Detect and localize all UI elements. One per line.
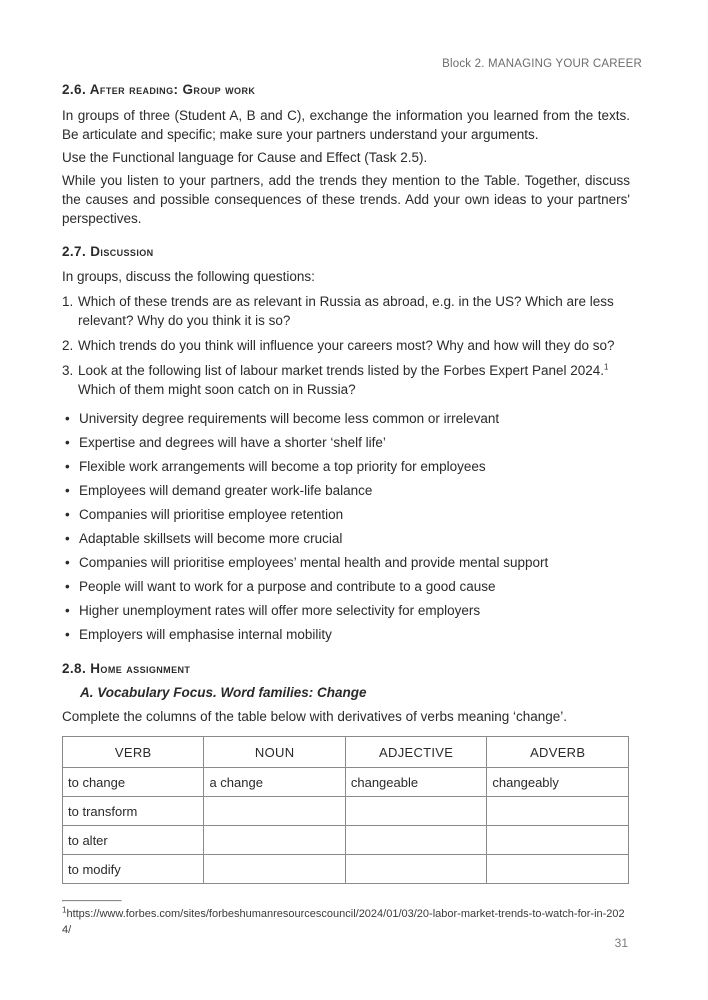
table-row [63,855,629,884]
trend-item [62,529,630,553]
bullet-icon: • [65,411,70,426]
trend-item [62,433,630,457]
page-number: 31 [614,936,628,950]
trend-item [62,625,630,649]
discussion-questions [62,292,630,399]
question-text: Look at the following list of labour market trends listed by the Forbes Expert Panel 2024. [78,363,605,378]
section-2-6-heading: 2.6. After reading: Group work [62,82,256,97]
trend-text: Employees will demand greater work-life balance [79,483,373,498]
footnote-reference[interactable]: 1 [604,362,609,372]
question-number: 2. [62,338,74,353]
word-family-table [62,736,629,884]
table-cell-adverb-blank[interactable] [487,826,629,855]
bullet-icon: • [65,483,70,498]
section-2-7-heading: 2.7. Discussion [62,244,154,259]
footnote [62,906,630,938]
footnote-mark: 1 [62,905,67,915]
question-item [62,336,630,355]
table-cell-adverb-blank[interactable] [487,855,629,884]
bullet-icon: • [65,579,70,594]
trend-text: University degree requirements will become less common or irrelevant [79,411,500,426]
section-2-6-paragraph-2: Use the Functional language for Cause and Effect (Task 2.5). [62,150,428,165]
table-cell-adjective: changeable [345,768,487,797]
question-item [62,361,630,399]
column-header-verb: VERB [63,737,204,768]
table-cell-adjective-blank[interactable] [345,826,487,855]
bullet-icon: • [65,459,70,474]
table-row [63,826,629,855]
trend-text: Employers will emphasise internal mobility [79,627,332,642]
question-item [62,292,630,330]
question-text: Which trends do you think will influence your careers most? Why and how will they do so? [78,338,615,353]
table-cell-noun-blank[interactable] [204,855,345,884]
table-cell-verb: to alter [63,826,204,855]
table-instruction: Complete the columns of the table below with derivatives of verbs meaning ‘change’. [62,709,568,724]
table-cell-verb: to modify [63,855,204,884]
trend-text: Companies will prioritise employees’ mental health and provide mental support [79,555,549,570]
table-header-row [63,737,629,768]
footnote-url[interactable]: https://www.forbes.com/sites/forbeshumanresourcescouncil/2024/01/03/20-labor-market-trends-to-watch-for-in-2024/ [62,908,625,936]
trend-text: Flexible work arrangements will become a top priority for employees [79,459,486,474]
bullet-icon: • [65,627,70,642]
trend-item [62,409,630,433]
table-cell-adverb-blank[interactable] [487,797,629,826]
trend-text: Companies will prioritise employee retention [79,507,344,522]
trend-text: Adaptable skillsets will become more crucial [79,531,343,546]
table-cell-noun-blank[interactable] [204,826,345,855]
bullet-icon: • [65,531,70,546]
column-header-adverb: ADVERB [487,737,629,768]
bullet-icon: • [65,507,70,522]
trend-item [62,481,630,505]
table-cell-verb: to change [63,768,204,797]
table-cell-adjective-blank[interactable] [345,797,487,826]
column-header-adjective: ADJECTIVE [345,737,487,768]
trend-text: Expertise and degrees will have a shorter ‘shelf life’ [79,435,386,450]
table-cell-noun: a change [204,768,345,797]
table-cell-noun-blank[interactable] [204,797,345,826]
table-cell-adverb: changeably [487,768,629,797]
question-text-continued: Which of them might soon catch on in Russia? [78,382,356,397]
page-content [62,82,630,938]
table-cell-verb: to transform [63,797,204,826]
section-2-8-heading: 2.8. Home assignment [62,661,191,676]
trend-item [62,505,630,529]
vocabulary-focus-subheading: A. Vocabulary Focus. Word families: Change [80,685,367,700]
running-head: Block 2. MANAGING YOUR CAREER [442,58,642,70]
trend-item [62,601,630,625]
section-2-7-intro: In groups, discuss the following questions: [62,269,315,284]
table-row [63,768,629,797]
column-header-noun: NOUN [204,737,345,768]
trend-text: Higher unemployment rates will offer more selectivity for employers [79,603,481,618]
bullet-icon: • [65,435,70,450]
question-text: Which of these trends are as relevant in Russia as abroad, e.g. in the US? Which are less relevant? Why do you think it is so? [78,294,614,328]
trend-item [62,577,630,601]
question-number: 1. [62,294,74,309]
question-number: 3. [62,363,74,378]
bullet-icon: • [65,555,70,570]
trend-text: People will want to work for a purpose and contribute to a good cause [79,579,496,594]
section-2-6-paragraph-1: In groups of three (Student A, B and C), exchange the information you learned from the texts. Be articulate and specific; make sure your partners understand your arguments. [62,108,630,142]
trend-item [62,457,630,481]
table-row [63,797,629,826]
labour-market-trends-list [62,409,630,649]
table-cell-adjective-blank[interactable] [345,855,487,884]
section-2-6-paragraph-3: While you listen to your partners, add the trends they mention to the Table. Together, discuss the causes and possible consequences of these trends. Add your own ideas to your partners' perspectives. [62,173,630,226]
trend-item [62,553,630,577]
bullet-icon: • [65,603,70,618]
